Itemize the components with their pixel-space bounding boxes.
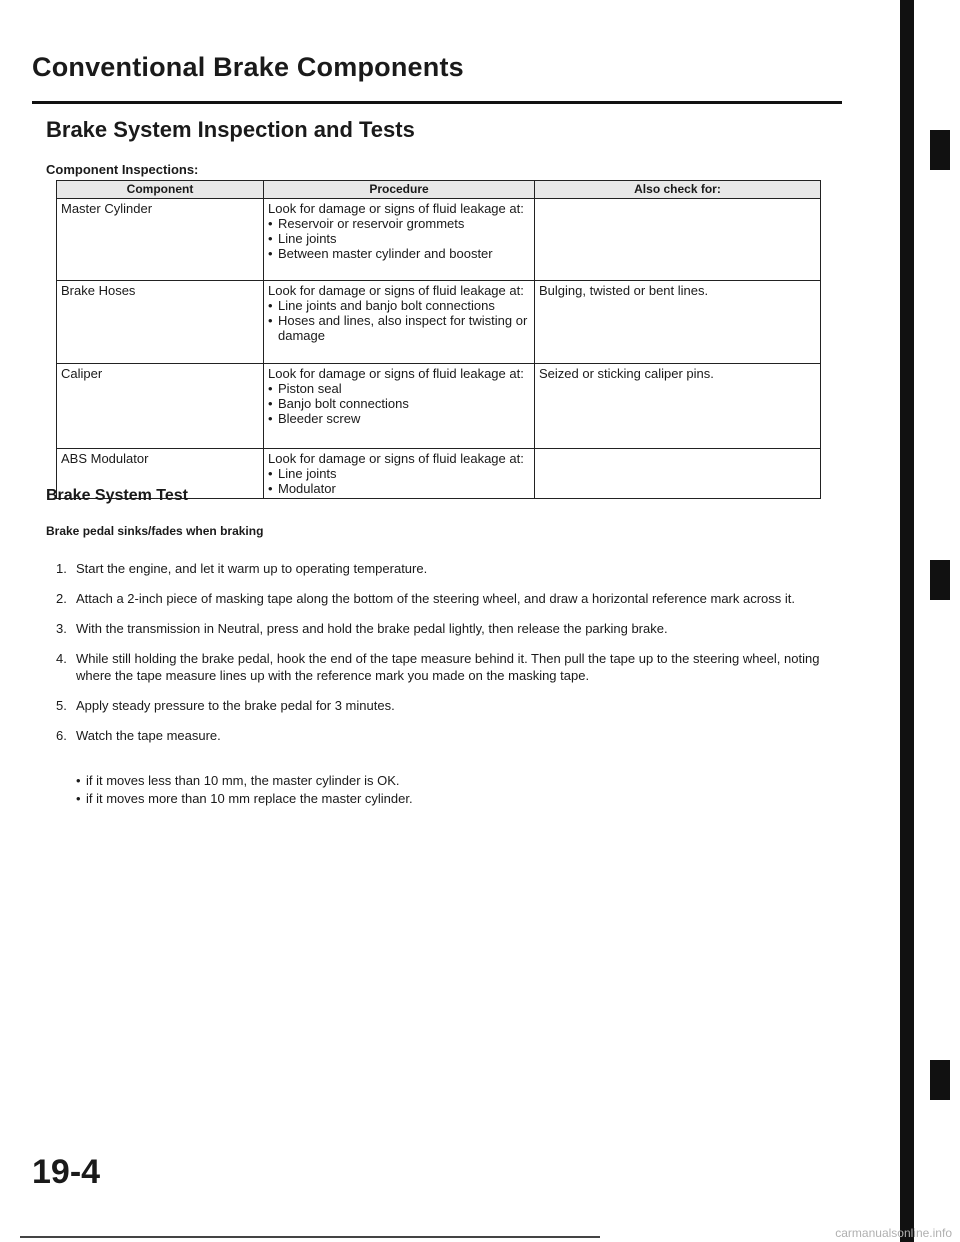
also-check-cell: [535, 199, 821, 281]
procedure-item: • Line joints: [268, 231, 530, 246]
step-number: 1.: [56, 561, 67, 576]
column-header-also-check: Also check for:: [535, 181, 821, 199]
test-result: • if it moves more than 10 mm replace the master cylinder.: [76, 790, 413, 808]
test-step: [46, 560, 836, 577]
procedure-item: • Reservoir or reservoir grommets: [268, 216, 530, 231]
procedure-cell: [264, 199, 535, 281]
step-number: 3.: [56, 621, 67, 636]
step-text: With the transmission in Neutral, press and hold the brake pedal lightly, then release the parking brake.: [76, 621, 668, 636]
procedure-item: • Banjo bolt connections: [268, 396, 530, 411]
page-number: 19-4: [32, 1153, 101, 1191]
step-text: While still holding the brake pedal, hook the end of the tape measure behind it. Then pull the tape up to the steering wheel, noting where the tape measure lines up with the reference mark you made on the masking tape.: [76, 651, 820, 683]
step-number: 2.: [56, 591, 67, 606]
also-check-cell: Seized or sticking caliper pins.: [535, 364, 821, 449]
test-step: [46, 590, 836, 607]
step-text: Attach a 2-inch piece of masking tape along the bottom of the steering wheel, and draw a horizontal reference mark across it.: [76, 591, 796, 606]
step-text: Apply steady pressure to the brake pedal for 3 minutes.: [76, 698, 395, 713]
table-row: [57, 281, 821, 364]
table-row: [57, 364, 821, 449]
binding-tab-marker: [930, 130, 950, 170]
procedure-item: • Bleeder screw: [268, 411, 530, 426]
binding-tab-marker: [930, 1060, 950, 1100]
component-cell: Master Cylinder: [57, 199, 264, 281]
table-header-row: [57, 181, 821, 199]
test-step: [46, 650, 836, 684]
test-steps: [46, 560, 836, 757]
also-check-cell: Bulging, twisted or bent lines.: [535, 281, 821, 364]
column-header-procedure: Procedure: [264, 181, 535, 199]
component-inspections-table: [56, 180, 821, 499]
test-result: • if it moves less than 10 mm, the master cylinder is OK.: [76, 772, 413, 790]
step-text: Start the engine, and let it warm up to operating temperature.: [76, 561, 428, 576]
procedure-item: • Hoses and lines, also inspect for twisting or damage: [268, 313, 530, 343]
footer-divider: [20, 1236, 600, 1238]
procedure-cell: [264, 281, 535, 364]
procedure-item: • Line joints: [268, 466, 530, 481]
step-text: Watch the tape measure.: [76, 728, 221, 743]
test-subheading: Brake pedal sinks/fades when braking: [46, 524, 264, 538]
test-step: [46, 727, 836, 744]
procedure-cell: [264, 449, 535, 499]
step-number: 6.: [56, 728, 67, 743]
watermark-text: carmanualsonline.info: [835, 1226, 952, 1240]
procedure-list: [268, 381, 530, 426]
binding-tab-marker: [930, 560, 950, 600]
column-header-component: Component: [57, 181, 264, 199]
procedure-intro: Look for damage or signs of fluid leakage at:: [268, 283, 524, 298]
step-number: 5.: [56, 698, 67, 713]
test-heading: Brake System Test: [46, 487, 188, 504]
table-row: [57, 199, 821, 281]
test-step: [46, 697, 836, 714]
title-divider: [32, 101, 842, 104]
table-caption: Component Inspections:: [46, 162, 199, 177]
procedure-item: • Between master cylinder and booster: [268, 246, 530, 261]
component-cell: Brake Hoses: [57, 281, 264, 364]
test-step: [46, 620, 836, 637]
step-number: 4.: [56, 651, 67, 666]
procedure-list: [268, 466, 530, 496]
procedure-intro: Look for damage or signs of fluid leakage at:: [268, 201, 524, 216]
section-heading: Brake System Inspection and Tests: [46, 117, 415, 142]
page-title: Conventional Brake Components: [32, 52, 464, 82]
binding-edge-bar: [900, 0, 914, 1242]
test-results-list: [76, 772, 413, 808]
component-cell: ABS Modulator: [57, 449, 264, 499]
also-check-cell: [535, 449, 821, 499]
procedure-item: • Piston seal: [268, 381, 530, 396]
procedure-list: [268, 298, 530, 343]
component-cell: Caliper: [57, 364, 264, 449]
procedure-cell: [264, 364, 535, 449]
procedure-item: • Line joints and banjo bolt connections: [268, 298, 530, 313]
procedure-item: • Modulator: [268, 481, 530, 496]
procedure-intro: Look for damage or signs of fluid leakage at:: [268, 366, 524, 381]
procedure-list: [268, 216, 530, 261]
procedure-intro: Look for damage or signs of fluid leakage at:: [268, 451, 524, 466]
